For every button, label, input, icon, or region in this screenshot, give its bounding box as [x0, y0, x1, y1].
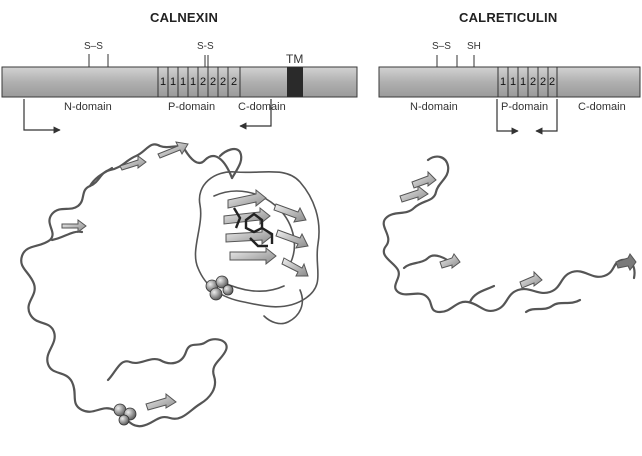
calnexin-repeat: 1: [180, 76, 187, 88]
calnexin-repeat: 2: [200, 76, 207, 88]
calnexin-ss-bond-p: S-S: [197, 41, 214, 52]
calnexin-repeat: 1: [160, 76, 167, 88]
calnexin-n-domain-label: N-domain: [64, 101, 112, 113]
calreticulin-n-domain-label: N-domain: [410, 101, 458, 113]
calnexin-title: CALNEXIN: [150, 10, 219, 25]
calreticulin-repeat: 2: [530, 76, 537, 88]
calnexin-domain-bar: [2, 54, 357, 130]
calreticulin-repeat: 1: [500, 76, 507, 88]
calnexin-repeat: 2: [210, 76, 217, 88]
calreticulin-c-domain-label: C-domain: [578, 101, 626, 113]
calnexin-repeat: 1: [190, 76, 197, 88]
calreticulin-repeat: 2: [540, 76, 547, 88]
calnexin-repeat: 2: [220, 76, 227, 88]
calnexin-tm-label: TM: [286, 52, 304, 66]
calnexin-c-domain-label: C-domain: [238, 101, 286, 113]
calreticulin-beta-sheets: [400, 172, 636, 288]
calnexin-p-domain-label: P-domain: [168, 101, 216, 113]
calreticulin-repeat: 1: [510, 76, 517, 88]
calreticulin-title: CALRETICULIN: [459, 10, 558, 25]
calreticulin-p-domain-label: P-domain: [501, 101, 549, 113]
calnexin-ss-bond-n: S–S: [84, 41, 103, 52]
calnexin-repeat: 1: [170, 76, 177, 88]
calreticulin-ss-bond: S–S: [432, 41, 451, 52]
calnexin-ribbon-structure: [21, 144, 319, 426]
calreticulin-repeat: 1: [520, 76, 527, 88]
tm-segment: [287, 67, 303, 97]
calreticulin-domain-bar: [379, 55, 640, 131]
calnexin-repeat: 2: [231, 76, 238, 88]
calreticulin-repeat: 2: [549, 76, 556, 88]
calreticulin-sh-group: SH: [467, 41, 481, 52]
calnexin-beta-sheets: [62, 142, 308, 410]
